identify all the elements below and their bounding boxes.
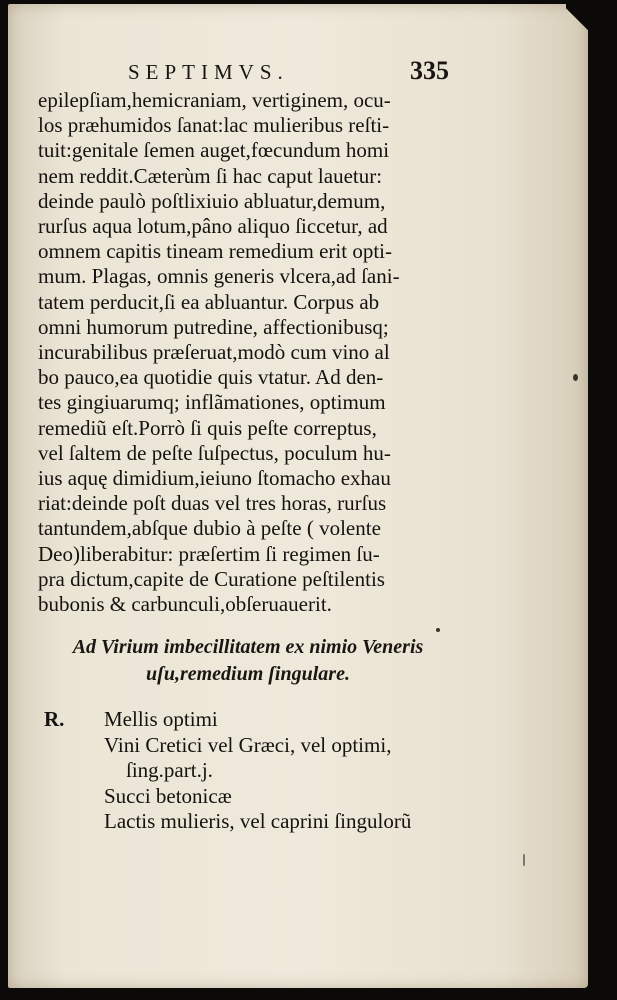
section-heading <box>48 634 448 688</box>
text-line: bubonis & carbunculi,obſeruauerit. <box>38 592 332 617</box>
recipe-block <box>44 707 484 835</box>
text-line: vel ſaltem de peſte ſuſpectus, poculum hu- <box>38 440 391 465</box>
text-line: epilepſiam,hemicraniam, vertiginem, ocu- <box>38 88 391 112</box>
text-line: deinde paulò poſtlixiuio abluatur,demum, <box>38 188 386 213</box>
text-line: tatem perducit,ſi ea abluantur. Corpus ab <box>38 289 380 314</box>
ingredient-line: Lactis mulieris, vel caprini ſingulorũ <box>104 809 412 833</box>
ingredient-line: Vini Cretici vel Græci, vel optimi, <box>104 732 392 757</box>
text-line: rurſus aqua lotum,pâno aliquo ſiccetur, ad <box>38 214 388 239</box>
text-line: bo pauco,ea quotidie quis vtatur. Ad den- <box>38 365 384 390</box>
ingredient-line: Mellis optimi <box>104 707 218 731</box>
text-line: omnem capitis tineam remedium erit opti- <box>38 239 392 264</box>
ink-speck <box>436 628 440 632</box>
text-line: incurabilibus præſeruat,modò cum vino al <box>38 340 390 365</box>
book-page <box>8 4 588 988</box>
running-title: SEPTIMVS. <box>128 60 289 84</box>
text-line: omni humorum putredine, affectionibusq; <box>38 314 389 339</box>
text-line: nem reddit.Cæterùm ſi hac caput lauetur: <box>38 163 383 188</box>
ink-speck <box>573 374 578 381</box>
text-line: los præhumidos ſanat:lac mulieribus reſti- <box>38 113 390 138</box>
text-line: mum. Plagas, omnis generis vlcera,ad ſani- <box>38 264 400 289</box>
text-line: tuit:genitale ſemen auget,fœcundum homi <box>38 138 390 163</box>
text-line: pra dictum,capite de Curatione peſtilentis <box>38 566 385 591</box>
text-line: riat:deinde poſt duas vel tres horas, rurſus <box>38 491 387 516</box>
paper-mark <box>523 854 525 866</box>
heading-line: uſu,remedium ſingulare. <box>146 663 350 685</box>
ingredient-line: ſing.part.j. <box>126 758 213 782</box>
page-number: 335 <box>410 56 449 85</box>
ingredient-line: Succi betonicæ <box>104 783 232 808</box>
text-line: tantundem,abſque dubio à peſte ( volente <box>38 516 381 541</box>
main-text <box>38 88 463 617</box>
recipe-symbol: R. <box>44 707 65 731</box>
heading-line: Ad Virium imbecillitatem ex nimio Veneris <box>72 636 424 658</box>
text-line: remediũ eſt.Porrò ſi quis peſte correptus, <box>38 415 377 440</box>
page-header <box>8 56 588 90</box>
text-line: ius aquę dimidium,ieiuno ſtomacho exhau <box>38 466 391 491</box>
text-line: tes gingiuarumq; inflãmationes, optimum <box>38 390 386 415</box>
text-line: Deo)liberabitur: præſertim ſi regimen ſu- <box>38 541 380 566</box>
